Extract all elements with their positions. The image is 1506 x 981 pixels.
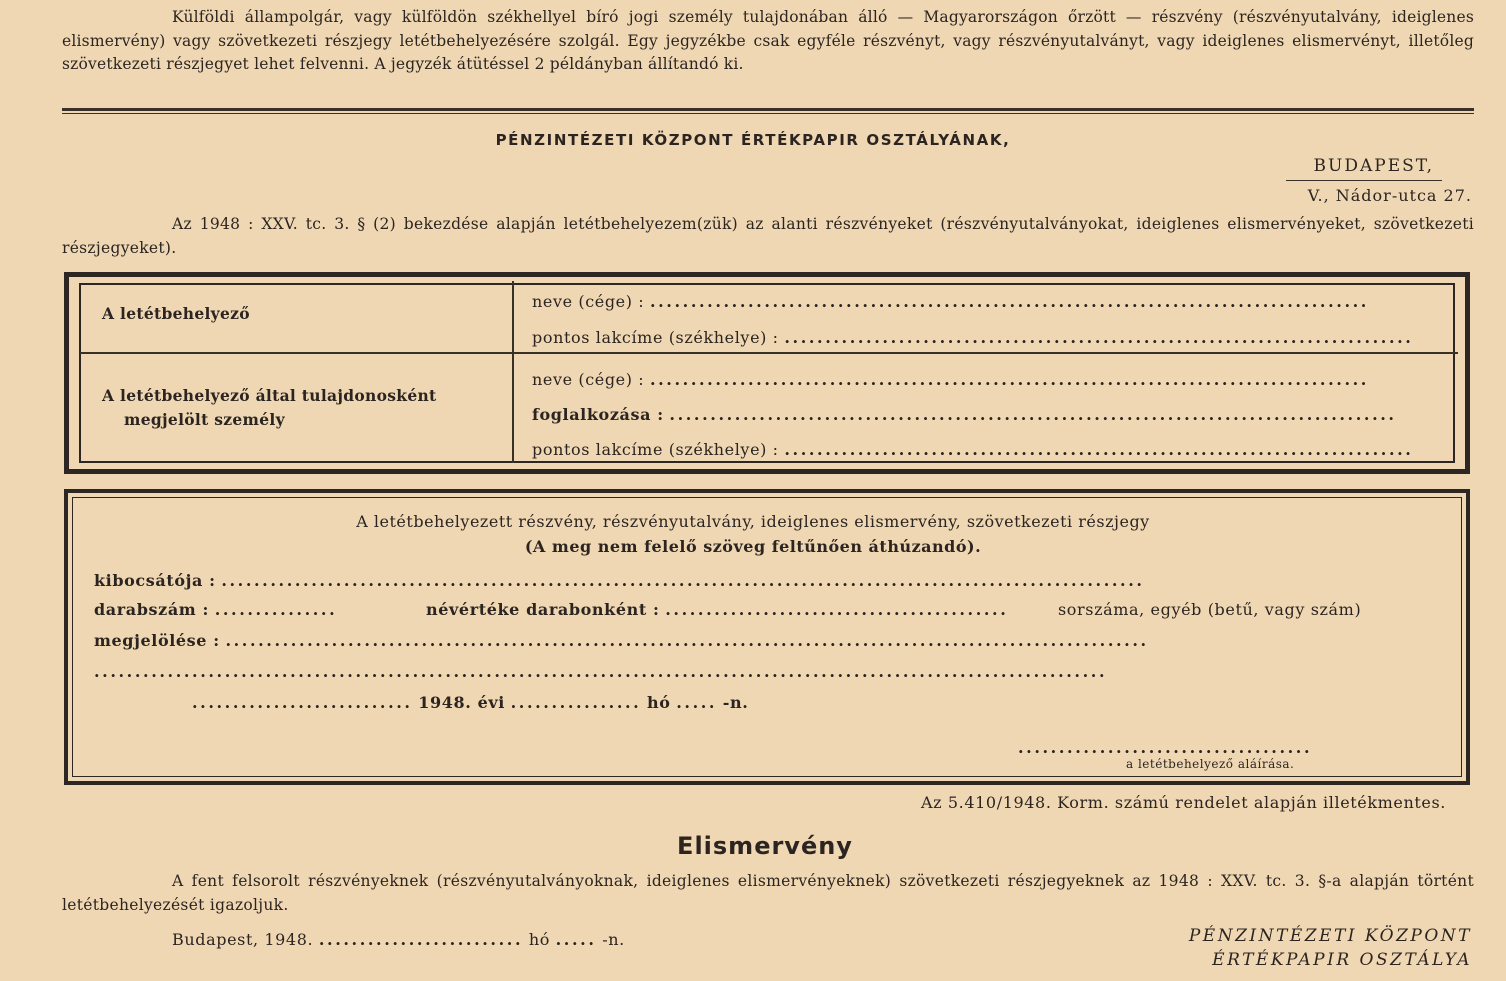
parties-column-divider (512, 281, 514, 463)
legal-statement: Az 1948 : XXV. tc. 3. § (2) bekezdése alapján letétbehelyezem(zük) az alanti részvényeket (részvényutalványokat, ideiglenes elismervényeket, szövetkezeti részjegyeket). (62, 215, 1474, 257)
receipt-place-year: Budapest, 1948. (172, 930, 314, 949)
intro-paragraph: Külföldi állampolgár, vagy külföldön székhellyel bíró jogi személy tulajdonában álló — Magyarországon őrzött — részvény (részvényutalvány, ideiglenes elismervény) vagy szövetkezeti részjegy letétbehelyezésére szolgál. Egy jegyzékbe csak egyféle részvényt, vagy részvényutalványt, vagy ideiglenes elismervényt, illetőleg szövetkezeti részjegyet lehet felvenni. A jegyzék átütéssel 2 példányban állítandó ki. (62, 8, 1474, 73)
securities-note: (A meg nem felelő szöveg feltűnően áthúzandó). (524, 537, 982, 556)
street-address: V., Nádor-utca 27. (1307, 186, 1472, 205)
issuer-field[interactable]: kibocsátója : ................................................................................................................. (94, 571, 1145, 590)
receipt-stamp-line1: PÉNZINTÉZETI KÖZPONT (1188, 926, 1472, 946)
date-line[interactable]: ........................... 1948. évi ................ hó ..... -n. (192, 693, 749, 712)
receipt-stamp-line2: ÉRTÉKPAPIR OSZTÁLYA (1212, 950, 1472, 970)
face-value-field[interactable]: névértéke darabonként : .......................................... (426, 600, 1009, 619)
date-day: -n. (722, 693, 749, 712)
securities-title: A letétbehelyezett részvény, részvényutalvány, ideiglenes elismervény, szövetkezeti részjegy (356, 512, 1150, 531)
depositor-label: A letétbehelyező (102, 304, 250, 323)
count-field[interactable]: darabszám : ............... (94, 600, 338, 619)
count-label: darabszám : (94, 600, 210, 619)
designation-label: megjelölése : (94, 631, 220, 650)
designation-continuation[interactable]: ............................................................................................................................ (94, 662, 1108, 681)
top-divider-thin (62, 113, 1474, 114)
receipt-day: -n. (602, 930, 625, 949)
owner-name-label: neve (cége) : (532, 370, 645, 389)
depositor-name-label: neve (cége) : (532, 292, 645, 311)
depositor-name-field[interactable]: neve (cége) : ........................................................................................ (532, 292, 1369, 311)
designation-field[interactable]: megjelölése : ................................................................................................................. (94, 631, 1149, 650)
depositor-address-label: pontos lakcíme (székhelye) : (532, 328, 779, 347)
top-divider (62, 108, 1474, 111)
owner-address-field[interactable]: pontos lakcíme (székhelye) : ............................................................................. (532, 440, 1414, 459)
receipt-date-line[interactable]: Budapest, 1948. ......................... hó ..... -n. (172, 930, 625, 949)
city-label: BUDAPEST, (1313, 156, 1434, 176)
owner-name-field[interactable]: neve (cége) : ........................................................................................ (532, 370, 1369, 389)
receipt-month: hó (528, 930, 550, 949)
owner-occupation-label: foglalkozása : (532, 405, 664, 424)
serial-label: sorszáma, egyéb (betű, vagy szám) (1058, 600, 1362, 619)
owner-occupation-field[interactable]: foglalkozása : ......................................................................................... (532, 405, 1397, 424)
issuer-label: kibocsátója : (94, 571, 216, 590)
date-year: 1948. évi (418, 693, 505, 712)
city-underline (1286, 180, 1442, 181)
depositor-address-field[interactable]: pontos lakcíme (székhelye) : ............................................................................. (532, 328, 1414, 347)
receipt-text: A fent felsorolt részvényeknek (részvényutalványoknak, ideiglenes elismervényeknek) szövetkezeti részjegyeknek az 1948 : XXV. tc. 3. §-a alapján történt letétbehelyezését igazoljuk. (62, 872, 1474, 914)
signature-line[interactable]: .................................... (1018, 738, 1313, 757)
face-value-label: névértéke darabonként : (426, 600, 660, 619)
date-month: hó (647, 693, 671, 712)
addressee-heading: PÉNZINTÉZETI KÖZPONT ÉRTÉKPAPIR OSZTÁLYÁNAK, (495, 131, 1011, 149)
owner-address-label: pontos lakcíme (székhelye) : (532, 440, 779, 459)
parties-row-divider (80, 352, 1458, 354)
receipt-title: Elismervény (677, 832, 853, 860)
owner-label-line1: A letétbehelyező által tulajdonosként (102, 386, 437, 405)
signature-label: a letétbehelyező aláírása. (1126, 757, 1295, 771)
owner-label-line2: megjelölt személy (124, 410, 285, 429)
fee-exemption-note: Az 5.410/1948. Korm. számú rendelet alapján illetékmentes. (921, 793, 1446, 812)
